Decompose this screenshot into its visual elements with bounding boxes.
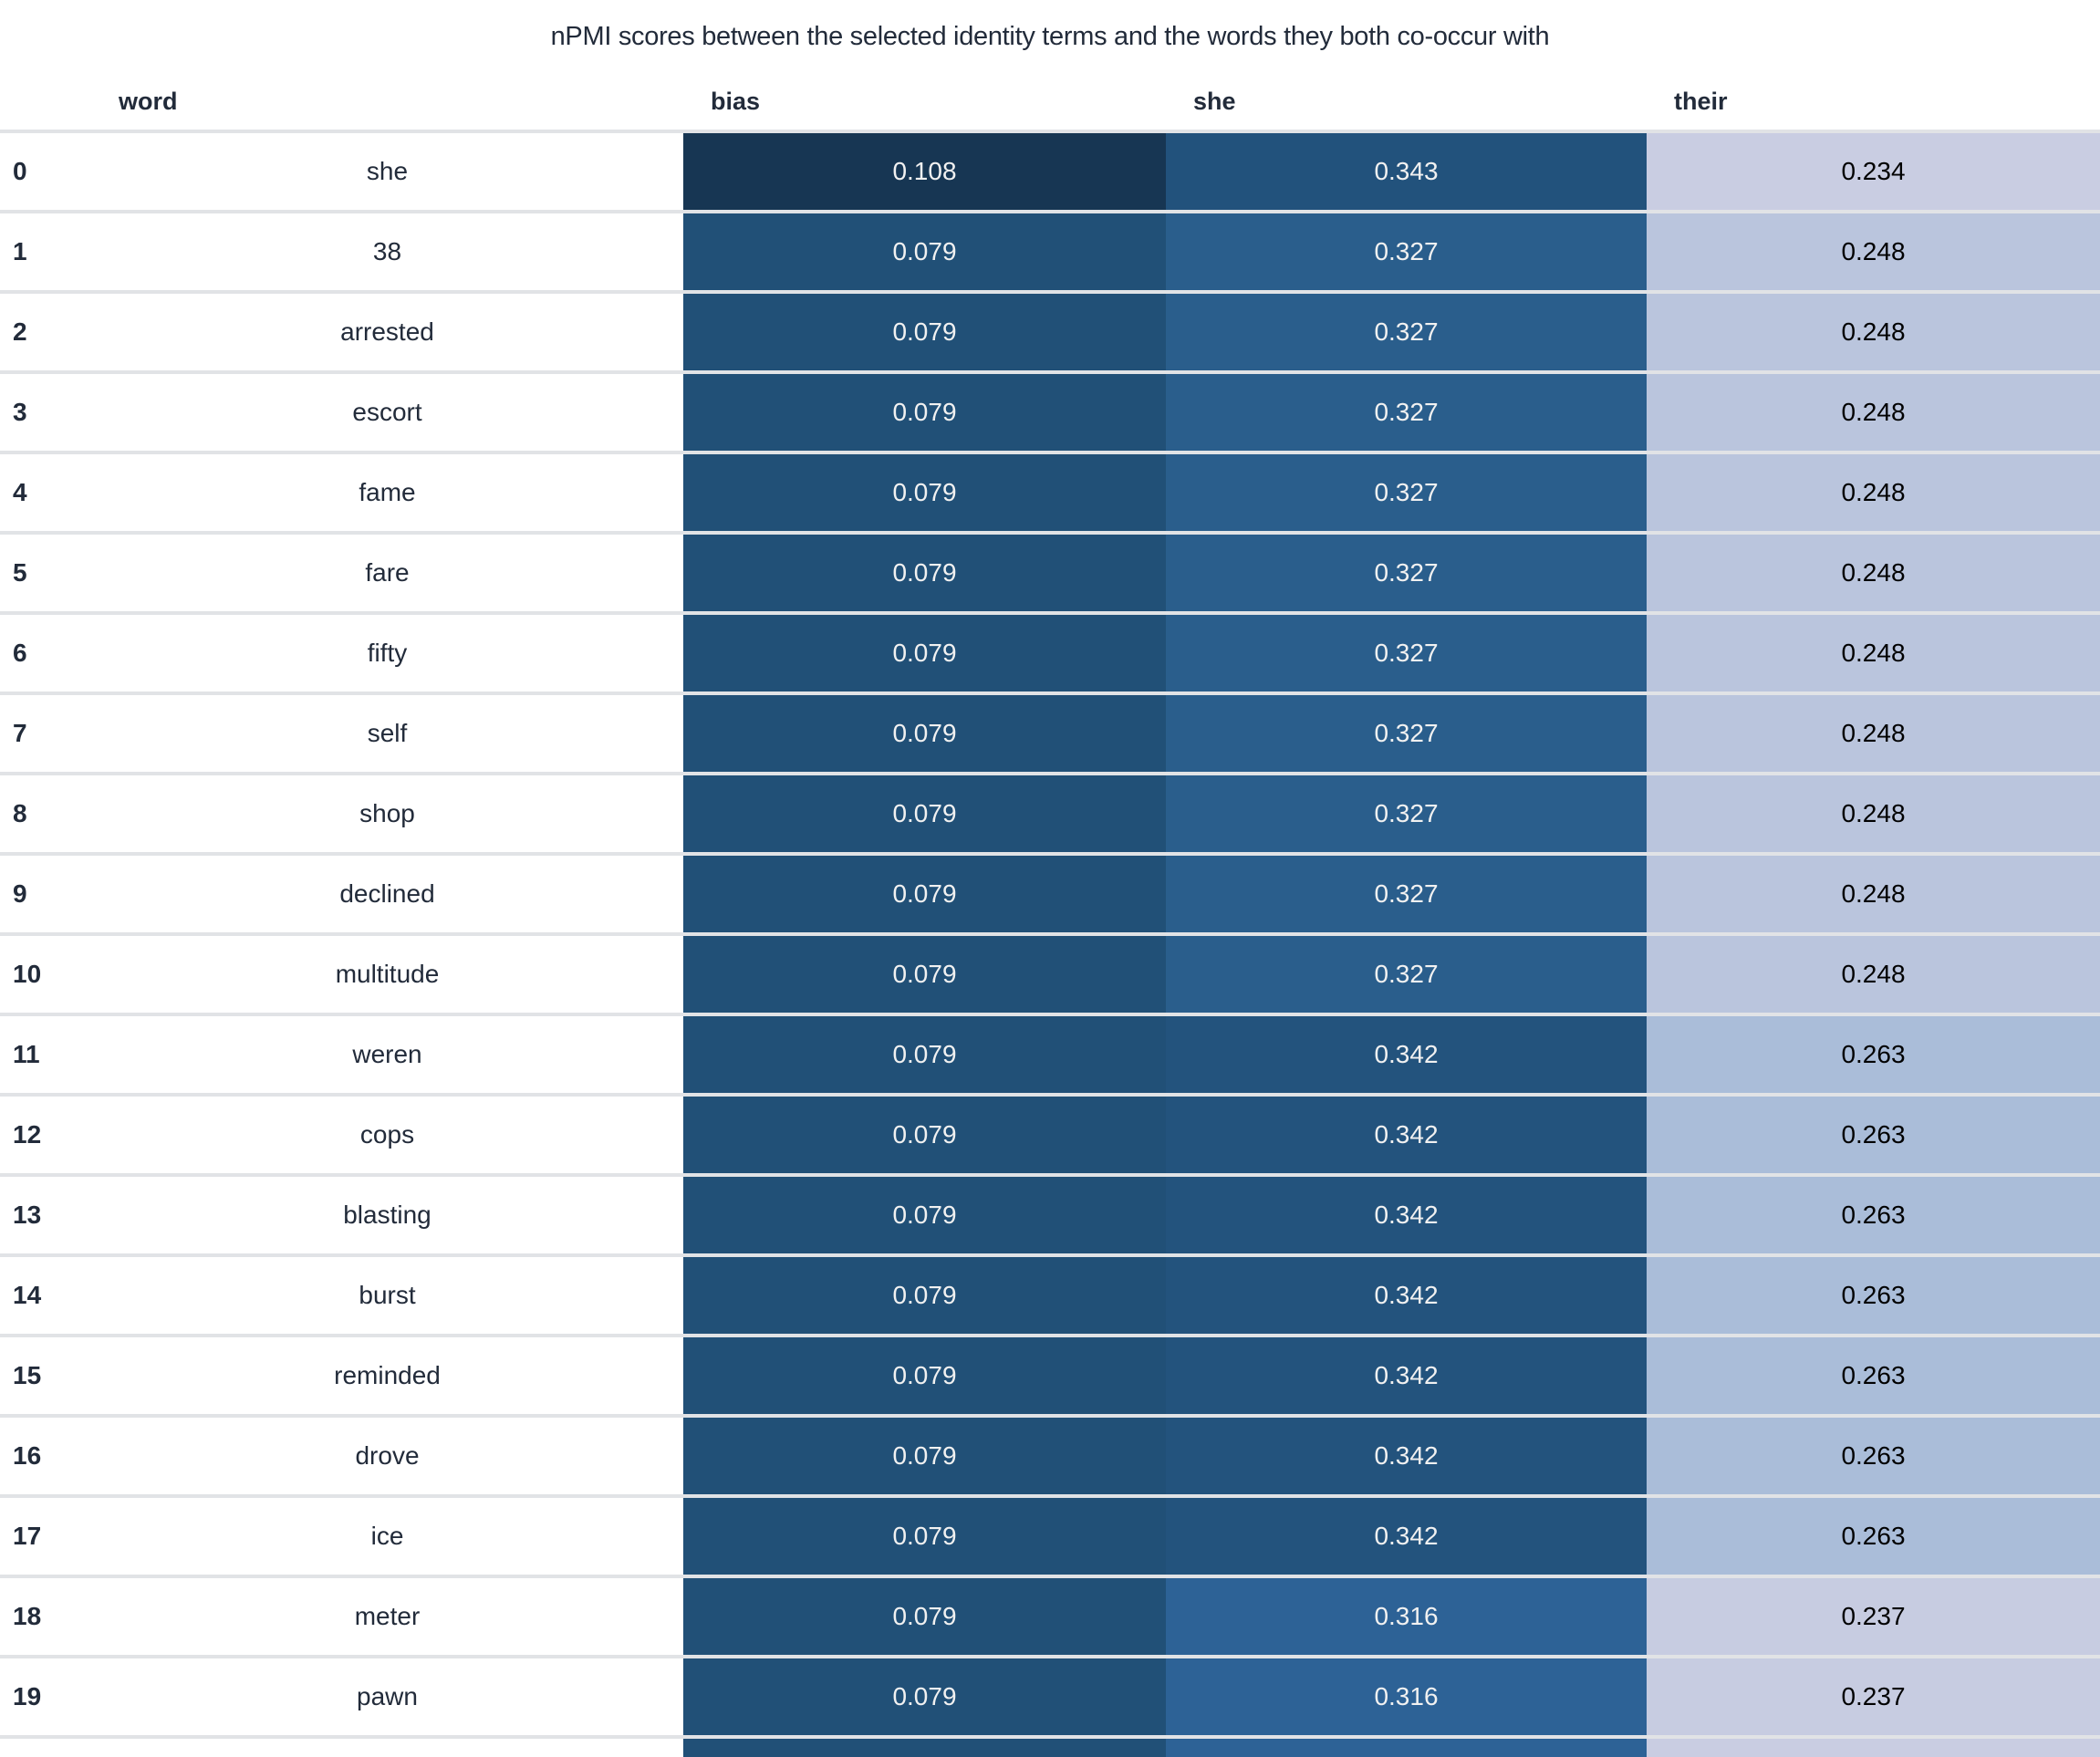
she-value-cell: 0.327 [1166,695,1647,772]
she-value-cell: 0.327 [1166,294,1647,370]
bias-value-cell: 0.079 [683,856,1166,932]
table-row [0,1093,2100,1173]
word-cell: burst [91,1257,683,1334]
table-row [0,1173,2100,1253]
row-index: 15 [0,1337,91,1414]
column-header-she: she [1193,87,1236,115]
their-value-cell: 0.248 [1647,936,2100,1013]
table-row [0,531,2100,611]
their-value-cell: 0.248 [1647,294,2100,370]
their-value-cell: 0.237 [1647,1658,2100,1735]
their-value-cell: 0.263 [1647,1257,2100,1334]
bias-value-cell: 0.079 [683,1016,1166,1093]
word-cell: declined [91,856,683,932]
their-value-cell: 0.248 [1647,535,2100,611]
word-cell: self [91,695,683,772]
their-value-cell: 0.248 [1647,615,2100,691]
word-cell: reminded [91,1337,683,1414]
row-index: 11 [0,1016,91,1093]
word-cell: multitude [91,936,683,1013]
bias-value-cell [683,1739,1166,1757]
table-row [0,772,2100,852]
bias-value-cell: 0.079 [683,294,1166,370]
column-header-their: their [1674,87,1728,115]
bias-value-cell: 0.079 [683,1498,1166,1575]
word-cell: 38 [91,213,683,290]
bias-value-cell: 0.079 [683,1658,1166,1735]
their-value-cell: 0.234 [1647,133,2100,210]
row-index: 4 [0,454,91,531]
bias-value-cell: 0.079 [683,615,1166,691]
she-value-cell: 0.342 [1166,1177,1647,1253]
their-value-cell: 0.263 [1647,1177,2100,1253]
word-cell: escort [91,374,683,451]
table-row-partial [0,1735,2100,1757]
their-value-cell: 0.263 [1647,1498,2100,1575]
row-index: 10 [0,936,91,1013]
their-value-cell: 0.263 [1647,1097,2100,1173]
word-cell: meter [91,1578,683,1655]
she-value-cell: 0.342 [1166,1257,1647,1334]
table-row [0,1013,2100,1093]
row-index: 5 [0,535,91,611]
row-index: 13 [0,1177,91,1253]
she-value-cell: 0.342 [1166,1016,1647,1093]
row-index: 1 [0,213,91,290]
table-row [0,451,2100,531]
she-value-cell: 0.327 [1166,213,1647,290]
row-index: 19 [0,1658,91,1735]
table-row [0,1334,2100,1414]
word-cell: shop [91,775,683,852]
bias-value-cell: 0.079 [683,535,1166,611]
their-value-cell: 0.248 [1647,454,2100,531]
column-header-bias: bias [711,87,761,115]
word-cell: drove [91,1418,683,1494]
row-index: 8 [0,775,91,852]
bias-value-cell: 0.079 [683,213,1166,290]
she-value-cell: 0.327 [1166,535,1647,611]
she-value-cell: 0.327 [1166,374,1647,451]
she-value-cell: 0.327 [1166,856,1647,932]
bias-value-cell: 0.079 [683,775,1166,852]
table-row [0,1414,2100,1494]
row-index: 0 [0,133,91,210]
bias-value-cell: 0.079 [683,1337,1166,1414]
bias-value-cell: 0.079 [683,936,1166,1013]
bias-value-cell: 0.079 [683,374,1166,451]
row-index: 17 [0,1498,91,1575]
their-value-cell: 0.248 [1647,856,2100,932]
she-value-cell: 0.327 [1166,615,1647,691]
word-cell: arrested [91,294,683,370]
word-cell: weren [91,1016,683,1093]
npmi-table[interactable] [0,73,2100,1757]
bias-value-cell: 0.079 [683,1418,1166,1494]
word-cell: she [91,133,683,210]
their-value-cell [1647,1739,2100,1757]
table-row [0,370,2100,451]
she-value-cell: 0.327 [1166,454,1647,531]
row-index: 14 [0,1257,91,1334]
table-header-row [0,73,2100,130]
she-value-cell: 0.342 [1166,1498,1647,1575]
she-value-cell: 0.342 [1166,1337,1647,1414]
she-value-cell: 0.327 [1166,775,1647,852]
row-index: 6 [0,615,91,691]
row-index: 9 [0,856,91,932]
word-cell: ice [91,1498,683,1575]
row-index: 3 [0,374,91,451]
table-row [0,611,2100,691]
their-value-cell: 0.263 [1647,1016,2100,1093]
page-title: nPMI scores between the selected identity terms and the words they both co-occur with [550,21,1550,51]
row-index: 2 [0,294,91,370]
word-cell: cops [91,1097,683,1173]
table-row [0,130,2100,210]
she-value-cell: 0.343 [1166,133,1647,210]
she-value-cell: 0.342 [1166,1418,1647,1494]
row-index: 18 [0,1578,91,1655]
row-index [0,1739,91,1757]
word-cell [91,1739,683,1757]
their-value-cell: 0.248 [1647,213,2100,290]
their-value-cell: 0.263 [1647,1418,2100,1494]
word-cell: fare [91,535,683,611]
bias-value-cell: 0.079 [683,695,1166,772]
table-row [0,1575,2100,1655]
their-value-cell: 0.248 [1647,695,2100,772]
table-row [0,210,2100,290]
their-value-cell: 0.248 [1647,374,2100,451]
column-header-word: word [119,87,178,115]
bias-value-cell: 0.079 [683,1257,1166,1334]
row-index: 12 [0,1097,91,1173]
table-row [0,290,2100,370]
word-cell: fifty [91,615,683,691]
bias-value-cell: 0.108 [683,133,1166,210]
their-value-cell: 0.248 [1647,775,2100,852]
she-value-cell [1166,1739,1647,1757]
bias-value-cell: 0.079 [683,1578,1166,1655]
row-index: 16 [0,1418,91,1494]
bias-value-cell: 0.079 [683,454,1166,531]
table-row [0,852,2100,932]
word-cell: blasting [91,1177,683,1253]
she-value-cell: 0.316 [1166,1578,1647,1655]
bias-value-cell: 0.079 [683,1097,1166,1173]
she-value-cell: 0.342 [1166,1097,1647,1173]
table-row [0,1655,2100,1735]
word-cell: pawn [91,1658,683,1735]
bias-value-cell: 0.079 [683,1177,1166,1253]
table-row [0,1253,2100,1334]
their-value-cell: 0.237 [1647,1578,2100,1655]
table-row [0,932,2100,1013]
word-cell: fame [91,454,683,531]
table-body [0,130,2100,1757]
table-row [0,691,2100,772]
their-value-cell: 0.263 [1647,1337,2100,1414]
she-value-cell: 0.327 [1166,936,1647,1013]
she-value-cell: 0.316 [1166,1658,1647,1735]
table-row [0,1494,2100,1575]
row-index: 7 [0,695,91,772]
